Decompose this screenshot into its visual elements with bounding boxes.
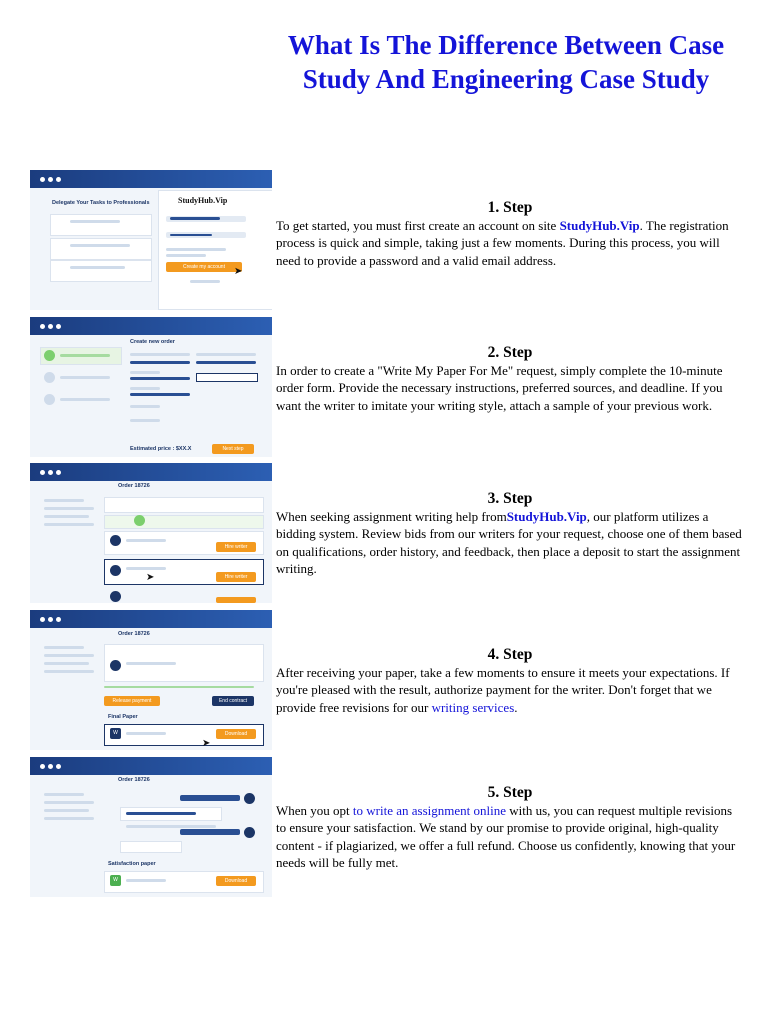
hire-writer-button-1[interactable]: Hire writer [216,542,256,552]
next-step-button[interactable]: Next step [212,444,254,454]
end-contract-button[interactable]: End contract [212,696,254,706]
step-4 [276,645,744,716]
step-text: After receiving your paper, take a few moments to ensure it meets your expectations. If you're pleased with the result, authorize payment for the writer. Don't forget that we provide free revisions for our writing services. [276,665,730,715]
browser-bar [30,757,272,775]
studyhub-link[interactable]: StudyHub.Vip [559,218,640,233]
order-number: Order 18726 [118,777,150,783]
step-text: When seeking assignment writing help fromStudyHub.Vip, our platform utilizes a bidding system. Review bids from our writers for your request, choose one of them based on qualifications, order history, and feedback, then place a deposit to start the assignment writing. [276,509,742,577]
studyhub-link[interactable]: StudyHub.Vip [506,509,587,524]
cursor-icon: ➤ [146,572,155,583]
step-text: In order to create a "Write My Paper For Me" request, simply complete the 10-minute order form. Provide the necessary instructions, preferred sources, and deadline. If you want the writer to imitate your writing style, attach a sample of your previous work. [276,363,723,413]
order-number: Order 18726 [118,631,150,637]
browser-bar [30,610,272,628]
step-2 [276,343,744,414]
cursor-icon: ➤ [202,738,211,749]
step-title: 1. Step [487,199,533,216]
step-title: 3. Step [487,490,533,507]
step-1 [276,198,744,269]
step-2-screenshot [30,317,272,457]
estimated-price: Estimated price : $XX.X [130,446,192,452]
browser-bar [30,317,272,335]
step-title: 5. Step [487,784,533,801]
step-5 [276,783,744,872]
download-button[interactable]: Download [216,876,256,886]
browser-bar [30,463,272,481]
writing-services-link[interactable]: writing services [431,699,515,715]
step-3 [276,489,744,578]
cursor-icon: ➤ [234,266,243,277]
word-file-icon: W [110,728,121,739]
create-account-button[interactable]: Create my account [166,262,242,272]
brand-logo: StudyHub.Vip [178,196,228,205]
step-5-screenshot [30,757,272,897]
order-number: Order 18726 [118,483,150,489]
download-button[interactable]: Download [216,729,256,739]
release-payment-button[interactable]: Release payment [104,696,160,706]
delegate-heading: Delegate Your Tasks to Professionals [52,200,150,206]
step-title: 2. Step [487,344,533,361]
browser-bar [30,170,272,188]
step-3-screenshot [30,463,272,603]
create-order-heading: Create new order [130,339,175,345]
step-4-screenshot [30,610,272,750]
hire-writer-button-2[interactable]: Hire writer [216,572,256,582]
file-icon: W [110,875,121,886]
step-text: To get started, you must first create an account on site StudyHub.Vip. The registration process is quick and simple, taking just a few moments. During this process, you will need to provide a password and a valid email address. [276,218,729,268]
step-1-screenshot [30,170,272,310]
satisfaction-paper-label: Satisfaction paper [108,861,156,867]
step-text: When you opt to write an assignment online with us, you can request multiple revisions to ensure your satisfaction. We stand by our promise to provide original, high-quality content - if plagiarized, we offer a full refund. Choose us confidently, knowing that your needs will be fully met. [276,803,736,871]
step-title: 4. Step [487,646,533,663]
write-assignment-link[interactable]: to write an assignment online [352,803,506,818]
page-title: What Is The Difference Between Case Study And Engineering Case Study [287,30,725,94]
final-paper-label: Final Paper [108,714,138,720]
